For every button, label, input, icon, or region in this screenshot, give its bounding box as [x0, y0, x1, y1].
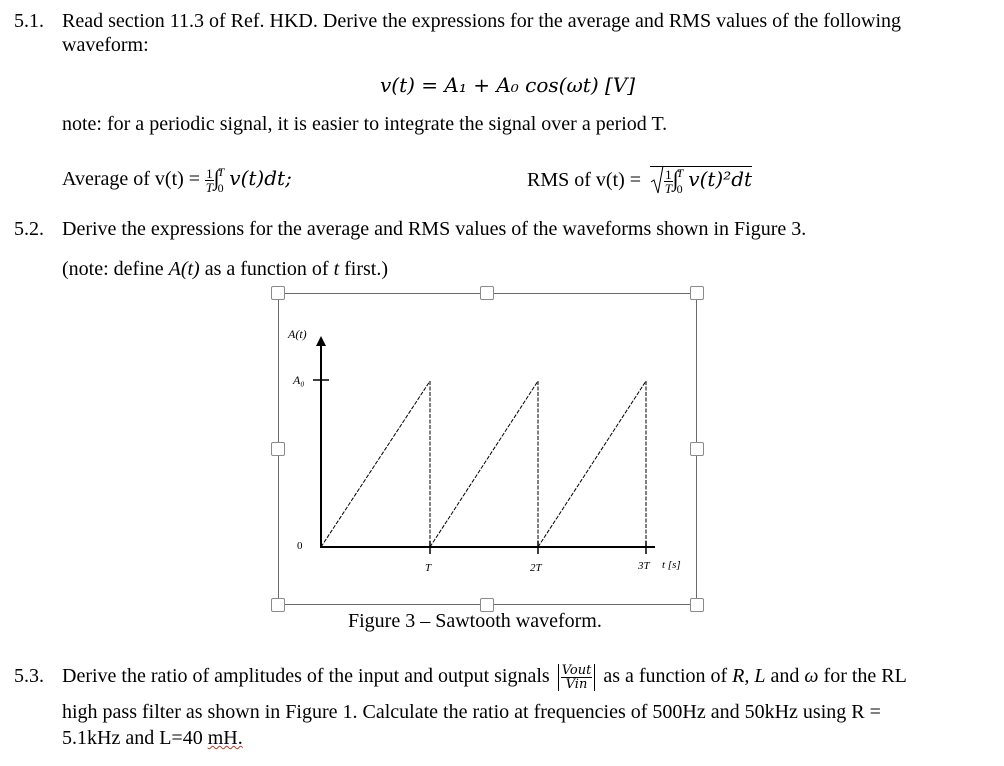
average-expression: v(t)dt; [229, 166, 292, 190]
section-5-2-line1: Derive the expressions for the average and RMS values of the waveforms shown in Figure 3. [62, 218, 807, 240]
s52-note-d: t [333, 258, 340, 280]
rms-frac-den: T [664, 180, 672, 196]
s52-note-c: as a function of [199, 258, 334, 280]
figure-zero-label: 0 [297, 540, 303, 552]
ramp-2 [430, 381, 538, 547]
figure-x-label: t [s] [662, 559, 681, 571]
average-frac-num: 1 [206, 165, 213, 181]
figure-tick-label-T: T [425, 562, 432, 574]
s52-note-a: (note: define [62, 258, 169, 280]
section-5-3-line1 [62, 664, 907, 691]
average-label: Average of v(t) = [62, 168, 201, 190]
s53-text-e: ω [804, 665, 819, 688]
ramp-3 [538, 381, 646, 547]
waveform-equation: v(t) = A₁ + A₀ cos(ωt) [V] [380, 73, 636, 97]
average-int-upper: T [217, 165, 225, 179]
figure-tick-label-2T: 2T [530, 562, 542, 574]
section-5-2-number: 5.2. [14, 218, 44, 240]
s53-line3-unit: mH. [207, 727, 243, 749]
ratio-den: Vin [565, 677, 588, 692]
rms-integral-sign-icon: ∫ [672, 166, 679, 191]
section-5-3-number: 5.3. [14, 665, 44, 687]
rms-int-lower: 0 [676, 182, 683, 196]
ratio-abs [558, 664, 596, 691]
figure-tick-label-3T: 3T [638, 560, 650, 572]
ramp-1 [321, 381, 430, 547]
rms-int-upper: T [676, 166, 684, 180]
figure-y-label: A(t) [288, 327, 307, 341]
y-axis-arrow-icon [316, 336, 326, 346]
ratio-fraction [561, 664, 593, 691]
integral-sign-icon: ∫ [213, 165, 220, 190]
average-int-lower: 0 [217, 181, 224, 195]
s53-text-d: and [765, 665, 805, 688]
s53-text-c: R, L [732, 665, 766, 688]
section-5-3-line2: high pass filter as shown in Figure 1. Calculate the ratio at frequencies of 500Hz and 50kHz using R = [62, 701, 881, 723]
s53-text-a: Derive the ratio of amplitudes of the input and output signals [62, 665, 550, 688]
section-5-3-line3 [62, 726, 243, 750]
figure-amp-label: A₀ [293, 373, 305, 387]
s53-text-b: as a function of [603, 665, 733, 688]
section-5-1-line1: Read section 11.3 of Ref. HKD. Derive the expressions for the average and RMS values of the following [62, 10, 902, 32]
section-5-1-number: 5.1. [14, 10, 44, 32]
average-frac-den: T [205, 179, 213, 195]
note-periodic: note: for a periodic signal, it is easier to integrate the signal over a period T. [62, 113, 668, 135]
s53-line3-a: 5.1kHz and L=40 [62, 727, 208, 749]
s52-note-b: A(t) [168, 258, 200, 280]
s53-text-f: for the RL [818, 665, 907, 688]
s52-note-e: first.) [339, 258, 389, 280]
rms-label: RMS of v(t) = [527, 169, 642, 191]
rms-expression: v(t)²dt [688, 167, 753, 191]
section-5-1-line2: waveform: [62, 34, 149, 56]
figure-caption: Figure 3 – Sawtooth waveform. [348, 610, 602, 632]
rms-frac-num: 1 [665, 166, 672, 182]
ratio-num: Vout [561, 663, 592, 678]
